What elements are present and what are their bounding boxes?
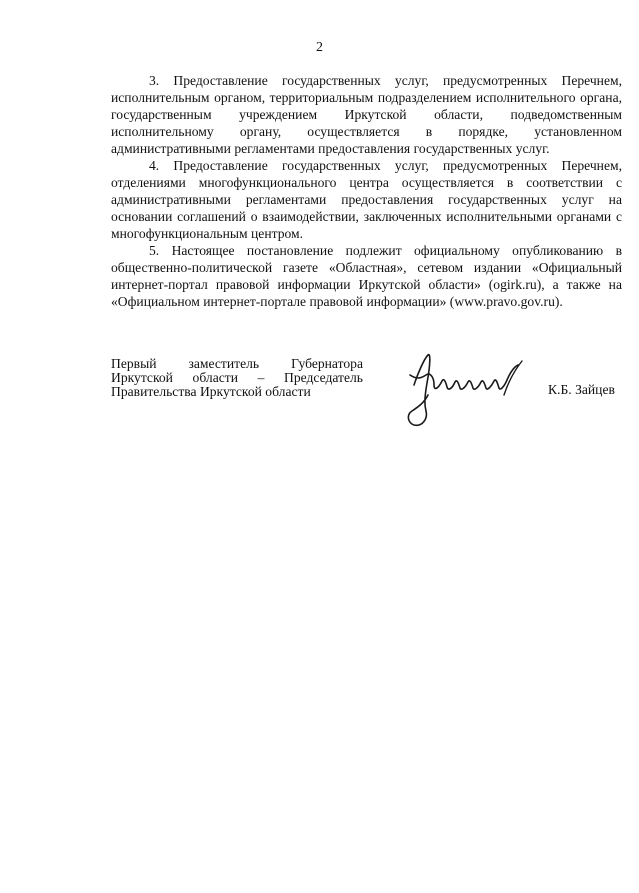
signatory-title-line: Первый заместитель Губернатора: [111, 356, 363, 371]
handwritten-signature: [400, 345, 530, 435]
signatory-title-line: Правительства Иркутской области: [111, 384, 311, 399]
paragraph-3: 3. Предоставление государственных услуг, предусмотренных Перечнем, исполнительным органом, территориальным подразделением исполнительного органа, государственным учреждением Иркутской области, подведомственным исполнительному органу, осуществляется в порядке, установленном административными регламентами предоставления государственных услуг.: [111, 73, 622, 156]
signatory-name: К.Б. Зайцев: [548, 382, 615, 397]
signatory-title-line: Иркутской области – Председатель: [111, 370, 363, 385]
document-body: [111, 72, 622, 310]
page-number: 2: [316, 40, 323, 55]
signatory-title: [111, 357, 363, 399]
paragraph-5: 5. Настоящее постановление подлежит официальному опубликованию в общественно-политической газете «Областная», сетевом издании «Официальный интернет-портал правовой информации Иркутской области» (ogirk.ru), а также на «Официальном интернет-портале правовой информации» (www.pravo.gov.ru).: [111, 243, 622, 309]
paragraph-4: 4. Предоставление государственных услуг, предусмотренных Перечнем, отделениями многофункционального центра осуществляется в соответствии с административными регламентами предоставления государственных услуг на основании соглашений о взаимодействии, заключенных исполнительными органами с многофункциональным центром.: [111, 158, 622, 241]
